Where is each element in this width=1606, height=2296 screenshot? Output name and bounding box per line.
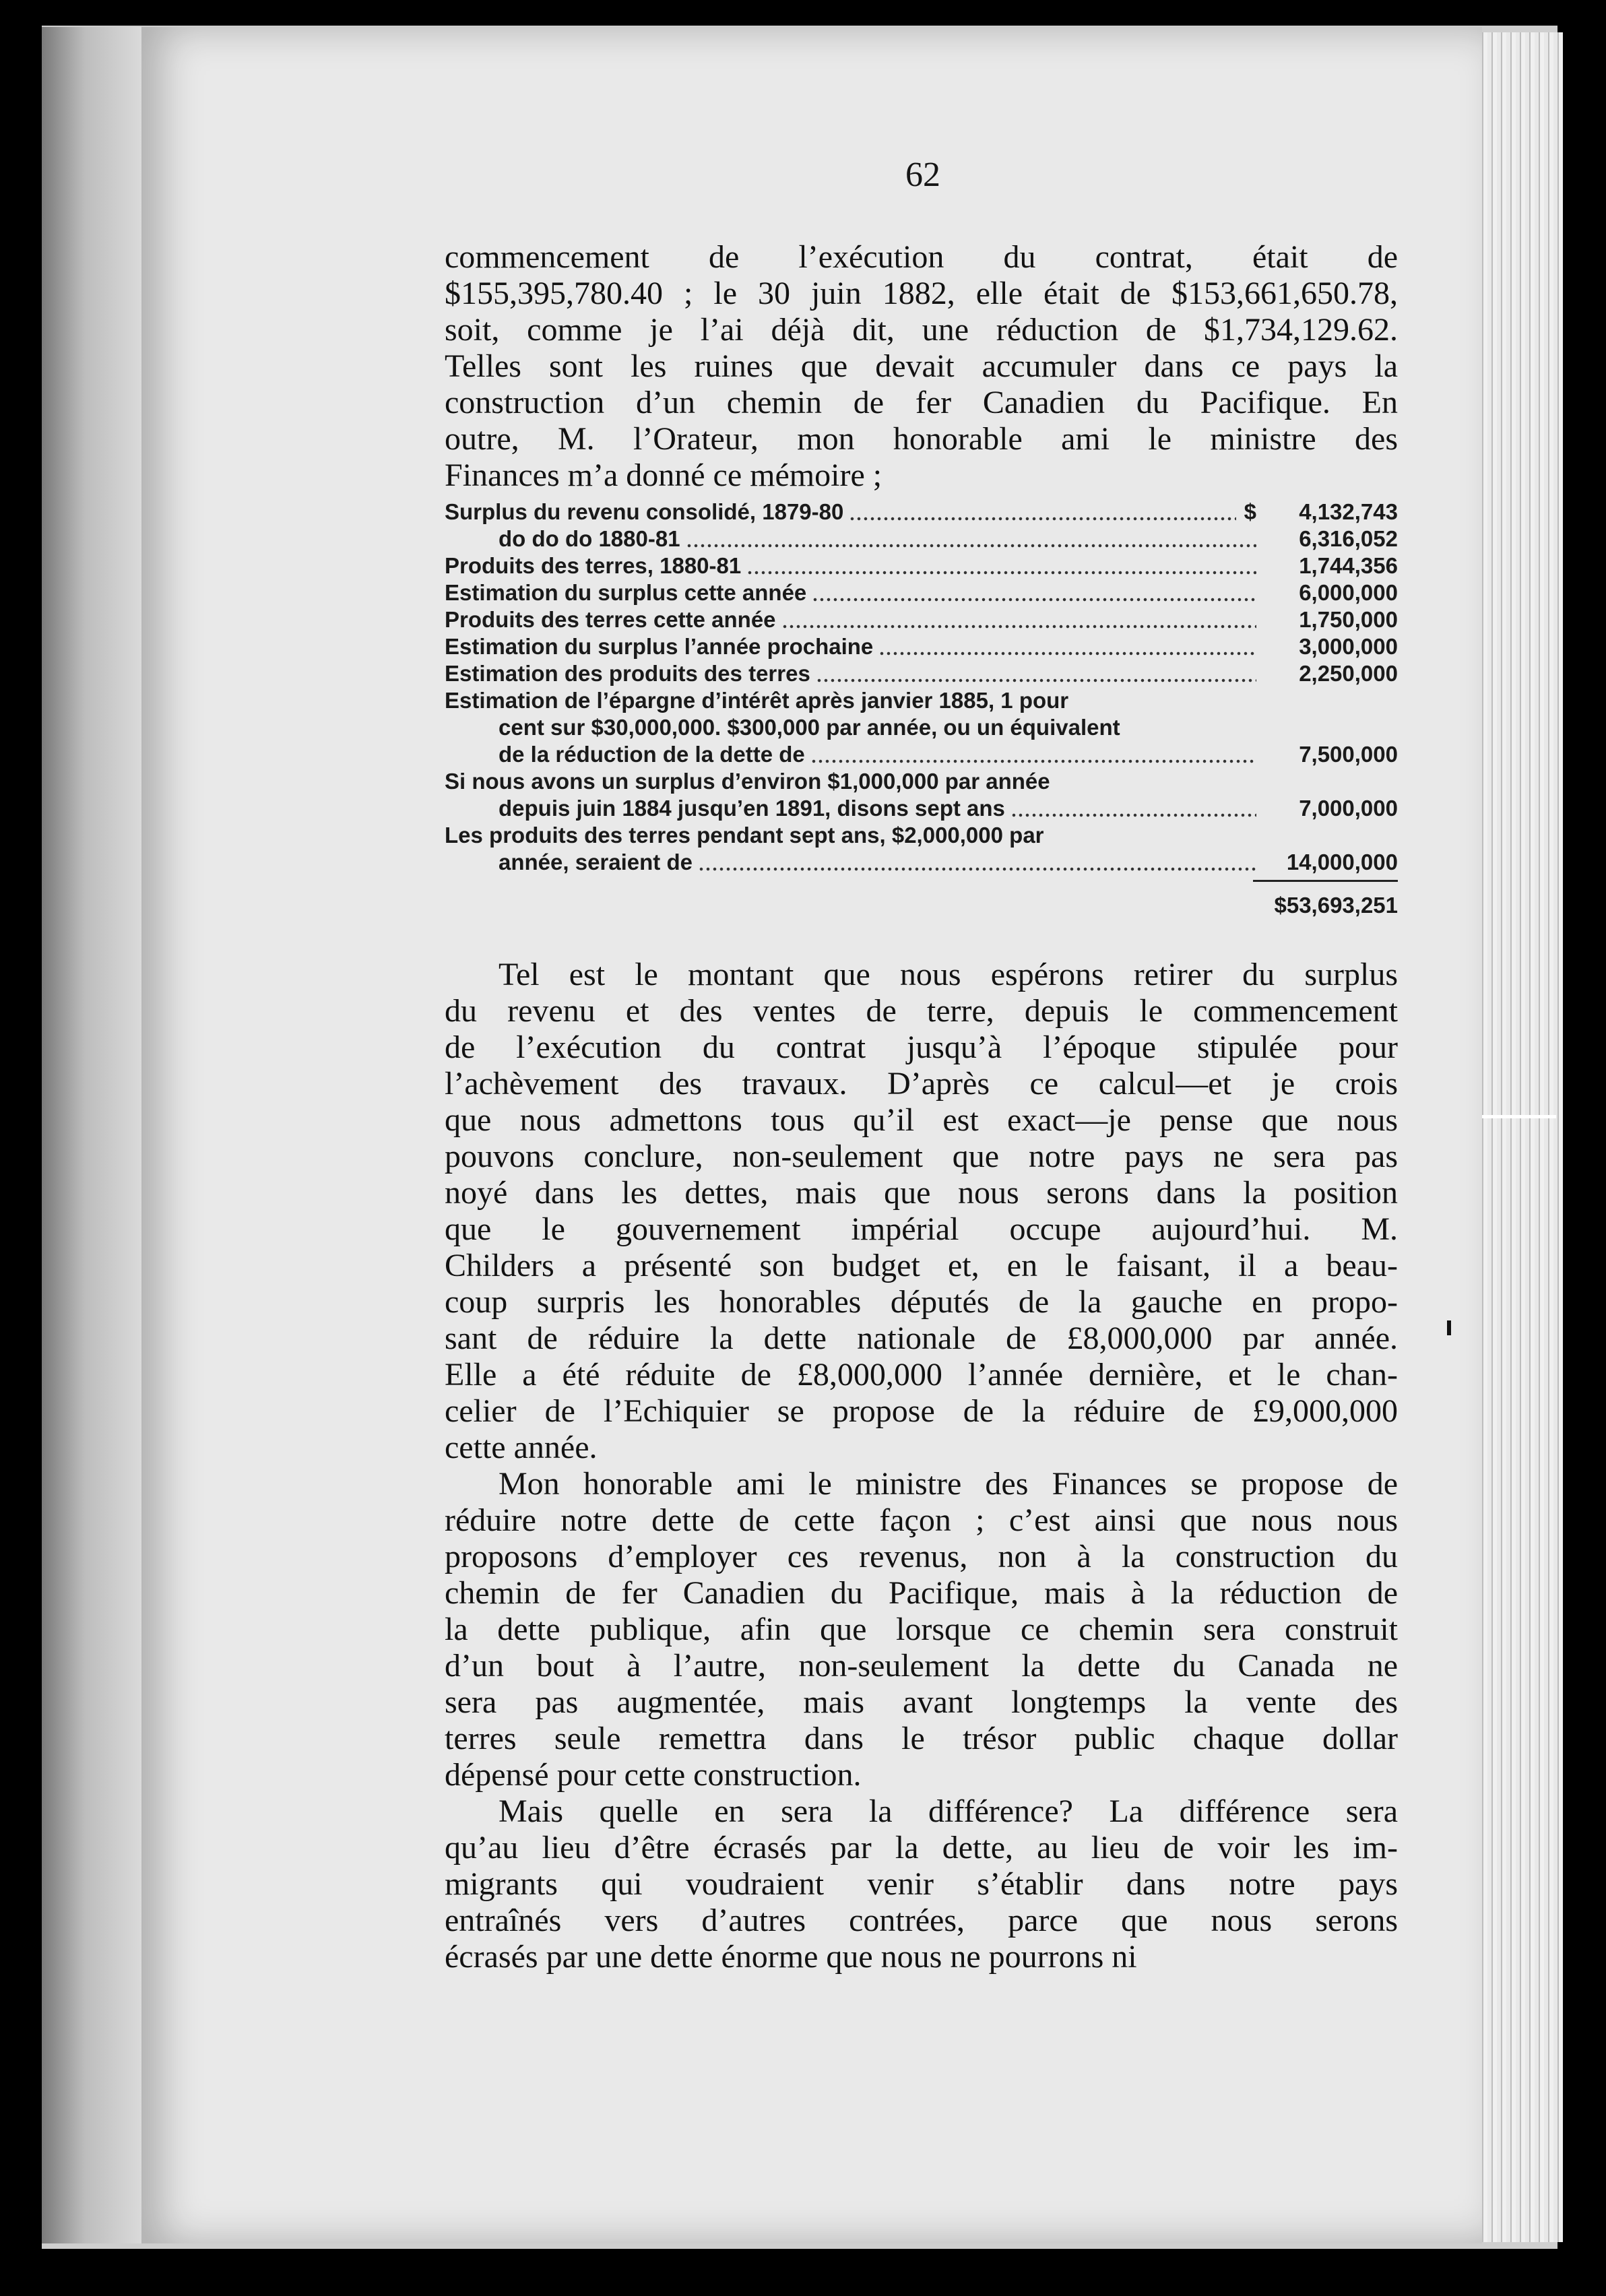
table-row-label: année, seraient de (499, 850, 693, 874)
table-row (445, 606, 1398, 633)
table-row (445, 822, 1398, 849)
table-row (445, 714, 1398, 741)
table-row (445, 552, 1398, 579)
text-line: noyé dans les dettes, mais que nous serons dans la position (445, 1175, 1398, 1211)
text-line: outre, M. l’Orateur, mon honorable ami le ministre des (445, 421, 1398, 457)
text-line: écrasés par une dette énorme que nous ne pourrons ni (445, 1939, 1137, 1975)
table-row-label: Produits des terres cette année (445, 607, 776, 632)
table-row (445, 687, 1398, 714)
text-line: sant de réduire la dette nationale de £8,000,000 par année. (445, 1320, 1398, 1356)
page-edges (1469, 32, 1563, 2242)
table-row-value: 1,744,356 (1299, 553, 1398, 578)
table-total-value: $53,693,251 (1274, 893, 1398, 918)
text-line: du revenu et des ventes de terre, depuis le commencement (445, 993, 1398, 1029)
text-line: coup surpris les honorables députés de la gauche en propo- (445, 1284, 1398, 1320)
table-row-label: do do do 1880-81 (499, 526, 680, 551)
dot-leader (812, 741, 1256, 768)
table-row-value: 2,250,000 (1299, 661, 1398, 686)
text-line: cette année. (445, 1430, 598, 1465)
text-line: commencement de l’exécution du contrat, était de (445, 239, 1398, 275)
text-line: pouvons conclure, non-seulement que notre pays ne sera pas (445, 1139, 1398, 1174)
text-line: Mon honorable ami le ministre des Finances se propose de (499, 1466, 1398, 1502)
text-line: de l’exécution du contrat jusqu’à l’époque stipulée pour (445, 1029, 1398, 1065)
table-total (445, 892, 1398, 919)
text-line: construction d’un chemin de fer Canadien du Pacifique. En (445, 385, 1398, 420)
dot-leader (687, 525, 1256, 552)
currency-symbol: $ (1244, 499, 1256, 524)
dot-leader (880, 633, 1256, 660)
table-row-value: 1,750,000 (1299, 607, 1398, 632)
dot-leader (783, 606, 1256, 633)
table-row (445, 579, 1398, 606)
opening-paragraph (445, 239, 1398, 495)
text-line: Finances m’a donné ce mémoire ; (445, 457, 882, 493)
table-row-label: Surplus du revenu consolidé, 1879-80 (445, 499, 844, 524)
body-text (445, 957, 1398, 1981)
text-line: soit, comme je l’ai déjà dit, une réduction de $1,734,129.62. (445, 312, 1398, 348)
text-line: sera pas augmentée, mais avant longtemps la vente des (445, 1684, 1398, 1720)
table-row-label: Estimation des produits des terres (445, 661, 810, 686)
text-line: qu’au lieu d’être écrasés par la dette, au lieu de voir les im- (445, 1830, 1398, 1865)
text-line: Telles sont les ruines que devait accumuler dans ce pays la (445, 348, 1398, 384)
table-row (445, 849, 1398, 876)
text-line: dépensé pour cette construction. (445, 1757, 862, 1793)
text-line: que nous admettons tous qu’il est exact—je pense que nous (445, 1102, 1398, 1138)
page-number: 62 (905, 156, 940, 194)
text-line: terres seule remettra dans le trésor public chaque dollar (445, 1721, 1398, 1756)
text-line: celier de l’Echiquier se propose de la réduire de £9,000,000 (445, 1393, 1398, 1429)
table-row-value: 6,316,052 (1299, 526, 1398, 551)
dot-leader (850, 499, 1236, 525)
table-row-value: 4,132,743 (1299, 499, 1398, 524)
table-row-label: Produits des terres, 1880-81 (445, 553, 742, 578)
table-row-label: Estimation du surplus l’année prochaine (445, 634, 874, 659)
text-line: proposons d’employer ces revenus, non à la construction du (445, 1539, 1398, 1574)
margin-mark (1447, 1320, 1451, 1335)
table-row-value: 7,500,000 (1299, 742, 1398, 767)
text-line: Elle a été réduite de £8,000,000 l’année dernière, et le chan- (445, 1357, 1398, 1393)
sum-rule (1253, 880, 1398, 882)
table-row-value: 3,000,000 (1299, 634, 1398, 659)
table-row-label: depuis juin 1884 jusqu’en 1891, disons sept ans (499, 796, 1005, 821)
table-row-label: de la réduction de la dette de (499, 742, 805, 767)
table-row-value: 6,000,000 (1299, 580, 1398, 605)
text-line: l’achèvement des travaux. D’après ce calcul—et je crois (445, 1066, 1398, 1102)
table-row-value: 7,000,000 (1299, 796, 1398, 821)
margin-mark (1482, 1115, 1556, 1118)
table-row-value: 14,000,000 (1286, 850, 1398, 874)
text-line: Tel est le montant que nous espérons retirer du surplus (499, 957, 1398, 992)
dot-leader (699, 849, 1256, 876)
text-line: Childers a présenté son budget et, en le faisant, il a beau- (445, 1248, 1398, 1283)
text-line: chemin de fer Canadien du Pacifique, mais à la réduction de (445, 1575, 1398, 1611)
table-row-label: Estimation du surplus cette année (445, 580, 807, 605)
table-row (445, 741, 1398, 768)
dot-leader (817, 660, 1256, 687)
book-gutter (42, 27, 150, 2243)
dot-leader (1012, 795, 1256, 822)
text-line: que le gouvernement impérial occupe aujourd’hui. M. (445, 1211, 1398, 1247)
dot-leader (813, 579, 1256, 606)
table-row-label: Estimation de l’épargne d’intérêt après janvier 1885, 1 pour (445, 688, 1069, 713)
text-line: la dette publique, afin que lorsque ce chemin sera construit (445, 1612, 1398, 1647)
text-line: entraînés vers d’autres contrées, parce que nous serons (445, 1903, 1398, 1938)
table-row (445, 525, 1398, 552)
text-line: d’un bout à l’autre, non-seulement la dette du Canada ne (445, 1648, 1398, 1684)
text-line: réduire notre dette de cette façon ; c’est ainsi que nous nous (445, 1502, 1398, 1538)
text-line: migrants qui voudraient venir s’établir dans notre pays (445, 1866, 1398, 1902)
text-line: $155,395,780.40 ; le 30 juin 1882, elle était de $153,661,650.78, (445, 276, 1398, 311)
table-row-label: Les produits des terres pendant sept ans, $2,000,000 par (445, 823, 1044, 848)
table-row (445, 499, 1398, 525)
table-row-label: Si nous avons un surplus d’environ $1,000,000 par année (445, 769, 1050, 794)
table-row (445, 768, 1398, 795)
table-row (445, 633, 1398, 660)
text-line: Mais quelle en sera la différence? La différence sera (499, 1793, 1398, 1829)
table-row (445, 660, 1398, 687)
financial-table (445, 499, 1398, 943)
table-row-label: cent sur $30,000,000. $300,000 par année, ou un équivalent (499, 715, 1120, 740)
dot-leader (748, 552, 1256, 579)
table-row (445, 795, 1398, 822)
